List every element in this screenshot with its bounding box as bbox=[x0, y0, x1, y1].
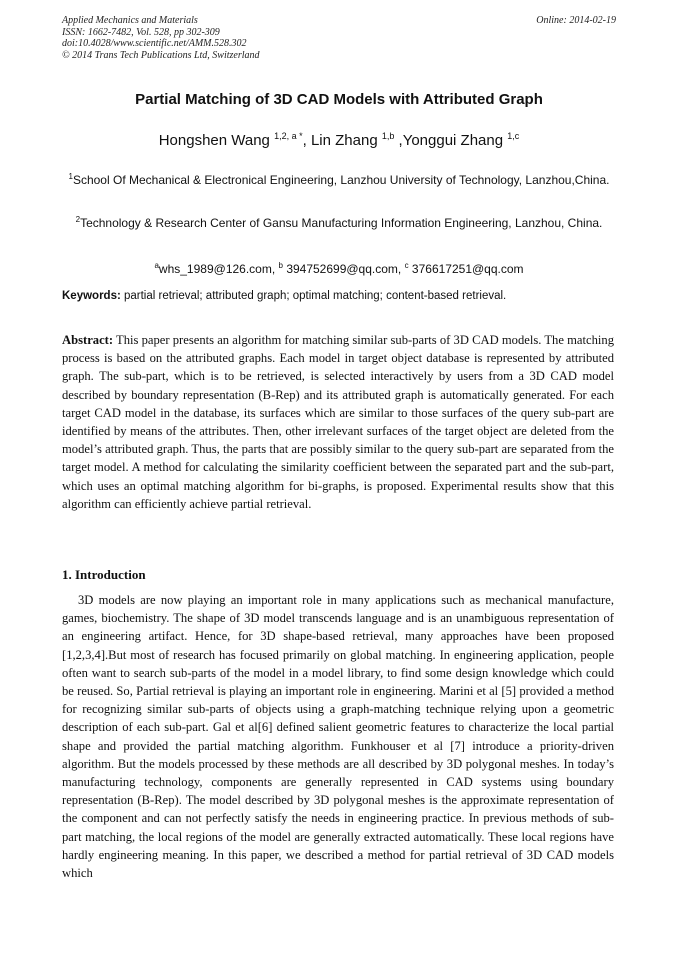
section-heading: 1. Introduction bbox=[62, 567, 146, 582]
copyright-line: © 2014 Trans Tech Publications Ltd, Switzerland bbox=[62, 49, 260, 61]
author-name: Lin Zhang bbox=[310, 132, 378, 149]
affiliation-text: Technology & Research Center of Gansu Manufacturing Information Engineering, Lanzhou, China. bbox=[80, 216, 603, 230]
affiliation-mark: 2 bbox=[75, 215, 81, 224]
author-affiliation-mark: 1,2, a * bbox=[274, 131, 303, 141]
author-affiliation-mark: 1,c bbox=[507, 131, 520, 141]
email-list bbox=[62, 256, 616, 279]
online-date: Online: 2014-02-19 bbox=[536, 15, 616, 26]
affiliation-text: School Of Mechanical & Electronical Engineering, Lanzhou University of Technology, Lanzhou,China. bbox=[72, 173, 610, 187]
email-mark: c bbox=[404, 261, 409, 270]
email-mark: b bbox=[278, 261, 283, 270]
affiliation-2 bbox=[62, 210, 616, 233]
author-list bbox=[40, 131, 638, 149]
email-mark: a bbox=[154, 261, 159, 270]
keywords-label: Keywords: bbox=[62, 290, 121, 302]
abstract-label: Abstract: bbox=[62, 333, 114, 347]
author-name: Hongshen Wang bbox=[158, 132, 270, 149]
author-name: Yonggui Zhang bbox=[402, 132, 504, 149]
abstract-text: This paper presents an algorithm for matching similar sub-parts of 3D CAD models. The matching process is based on the attributed graphs. Each model in target object database is represented by attributed graph. The sub-part, which is to be retrieved, is selected interactively by users from a 3D CAD model described by boundary representation (B-Rep) and its attributed graph is automatically generated. For each target CAD model in the database, its surfaces which are similar to those surfaces of the query sub-part are identified by means of the attributes. Then, other irrelevant surfaces of the target object are deleted from the model’s attributed graph. Thus, the parts that are possibly similar to the query sub-part are separated from the target model. A method for calculating the similarity coefficient between the separated part and the sub-part, which uses an optimal matching algorithm for bi-graphs, is proposed. Experimental results show that this algorithm can efficiently achieve partial retrieval. bbox=[62, 333, 614, 511]
journal-name: Applied Mechanics and Materials bbox=[62, 15, 198, 26]
issn-line: ISSN: 1662-7482, Vol. 528, pp 302-309 bbox=[62, 26, 220, 38]
paper-title: Partial Matching of 3D CAD Models with Attributed Graph bbox=[135, 91, 543, 108]
author-separator: , bbox=[394, 132, 403, 149]
keywords-text: partial retrieval; attributed graph; optimal matching; content-based retrieval. bbox=[120, 290, 507, 302]
introduction-paragraph: 3D models are now playing an important role in many applications such as mechanical manufacture, games, biochemistry. The shape of 3D model transcends language and is an unambiguous representation of an engineering artifact. Hence, for 3D shape-based retrieval, many approaches have been proposed [1,2,3,4].But most of research has focused primarily on global matching. In engineering application, people often want to search sub-parts of the model in a model library, to find some design knowledge which could be reused. So, Partial retrieval is playing an important role in engineering. Marini et al [5] provided a method for recognizing similar sub-parts of objects using a graph-matching technique relying upon a geometric description of each sub-part. Gal et al[6] defined salient geometric features to characterize the local partial shape and provided the partial matching algorithm. Funkhouser et al [7] introduce a priority-driven algorithm. But the models processed by these methods are all described by 3D polygonal meshes. In today’s manufacturing technology, components are generally represented in CAD systems using boundary representation (B-Rep). The model described by 3D polygonal meshes is the approximate representation of the component and can not perfectly satisfy the needs in engineering practice. In previous methods of sub-part matching, the local regions of the model are generally extracted automatically. These local regions have hardly engineering meaning. In this paper, we described a method for partial retrieval of 3D CAD models which bbox=[62, 593, 614, 881]
author-affiliation-mark: 1,b bbox=[381, 131, 395, 141]
email-address[interactable]: 394752699@qq.com, bbox=[286, 262, 405, 276]
abstract bbox=[62, 331, 614, 513]
author-separator: , bbox=[302, 132, 311, 149]
affiliation-mark: 1 bbox=[68, 172, 73, 181]
journal-header bbox=[62, 15, 616, 61]
email-address[interactable]: whs_1989@126.com, bbox=[158, 262, 279, 276]
email-address[interactable]: 376617251@qq.com bbox=[411, 262, 524, 276]
keywords bbox=[62, 290, 622, 302]
affiliation-1 bbox=[62, 167, 616, 190]
doi-line[interactable]: doi:10.4028/www.scientific.net/AMM.528.302 bbox=[62, 38, 247, 49]
